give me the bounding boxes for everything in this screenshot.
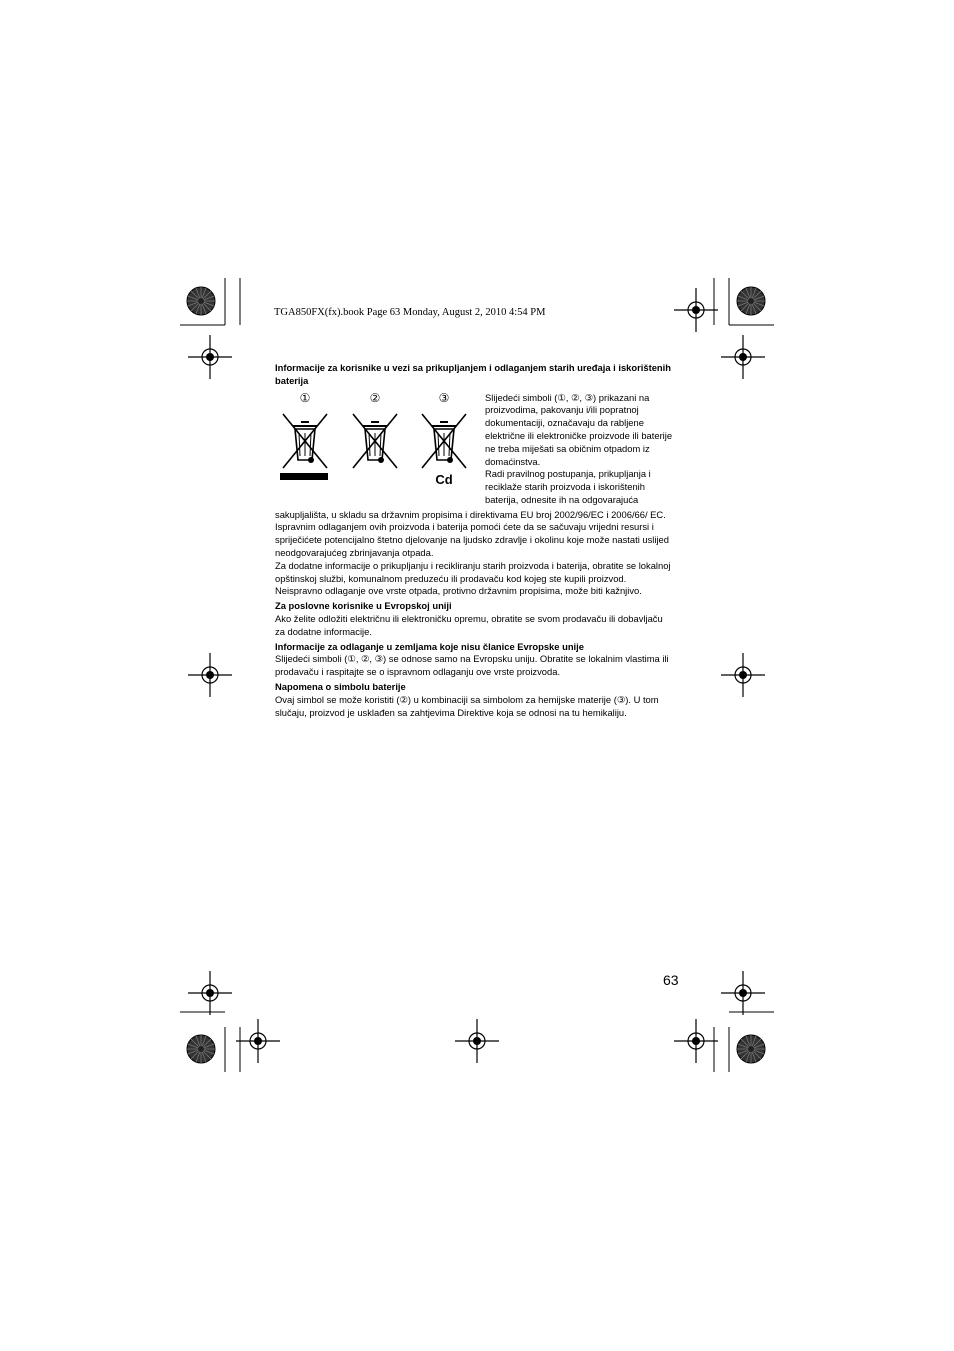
crossed-out-wheelie-bin-icon bbox=[345, 410, 405, 492]
symbol-3 bbox=[414, 392, 474, 492]
paragraph: sakupljališta, u skladu sa državnim propisima i direktivama EU broj 2002/96/EC i 2006/66/ EC. bbox=[275, 508, 666, 520]
symbol-number: ① bbox=[299, 390, 311, 405]
section-heading-battery-symbol: Napomena o simbolu baterije bbox=[275, 680, 406, 692]
paragraph: Za dodatne informacije o prikupljanju i recikliranju starih proizvoda i baterija, obratite se lokalnoj opštinskoj službi, komunalnom preduzeću ili prodavaču kod kojeg ste kupili proizvod. bbox=[275, 559, 671, 584]
symbol-number: ③ bbox=[438, 390, 450, 405]
paragraph: Slijedeći simboli (①, ②, ③) prikazani na proizvodima, pakovanju i/ili popratnoj dokumentaciji, označavaju da rabljene električne ili elektroničke proizvode ili baterije ne treba miješati sa običnim otpadom iz domaćinstva. bbox=[485, 391, 673, 467]
symbol-number: ② bbox=[369, 390, 381, 405]
crossed-out-wheelie-bin-icon bbox=[414, 410, 474, 492]
section-heading-business-eu: Za poslovne korisnike u Evropskoj uniji bbox=[275, 600, 452, 612]
document-content bbox=[275, 362, 675, 719]
section-heading-disposal: Informacije za korisnike u vezi sa prikupljanjem i odlaganjem starih uređaja i iskorištenih baterija bbox=[275, 362, 671, 386]
cd-label: Cd bbox=[435, 471, 453, 487]
paragraph: Neispravno odlaganje ove vrste otpada, protivno državnim propisima, može biti kažnjivo. bbox=[275, 585, 642, 597]
paragraph: Radi pravilnog postupanja, prikupljanja i reciklaže starih proizvoda i iskorištenih baterija, odnesite ih na odgovarajuća bbox=[485, 468, 651, 505]
symbols-description bbox=[485, 392, 680, 507]
crossed-out-wheelie-bin-icon bbox=[275, 410, 335, 492]
paragraph: Ispravnim odlaganjem ovih proizvoda i baterija pomoći ćete da se sačuvaju vrijedni resursi i spriječićete potencijalno štetno djelovanje na ljudsko zdravlje i okolinu koje može nastati uslijed neodgovarajućeg zbrinjavanja otpada. bbox=[275, 521, 669, 558]
symbol-1 bbox=[275, 392, 335, 492]
paragraph: Slijedeći simboli (①, ②, ③) se odnose samo na Evropsku uniju. Obratite se lokalnim vlastima ili prodavaču i raspitajte se o ispravnom odlaganju ove vrste proizvoda. bbox=[275, 653, 669, 678]
section-heading-non-eu: Informacije za odlaganje u zemljama koje nisu članice Evropske unije bbox=[275, 640, 584, 652]
print-header: TGA850FX(fx).book Page 63 Monday, August 2, 2010 4:54 PM bbox=[274, 307, 546, 318]
page-number: 63 bbox=[663, 972, 679, 988]
symbol-2 bbox=[345, 392, 405, 492]
disposal-symbols bbox=[275, 392, 675, 509]
paragraph: Ovaj simbol se može koristiti (②) u kombinaciji sa simbolom za hemijske materije (③). U tom slučaju, proizvod je usklađen sa zahtjevima Direktive koja se odnosi na tu hemikaliju. bbox=[275, 693, 659, 718]
paragraph: Ako želite odložiti električnu ili elektroničku opremu, obratite se svom prodavaču ili dobavljaču za dodatne informacije. bbox=[275, 612, 663, 637]
